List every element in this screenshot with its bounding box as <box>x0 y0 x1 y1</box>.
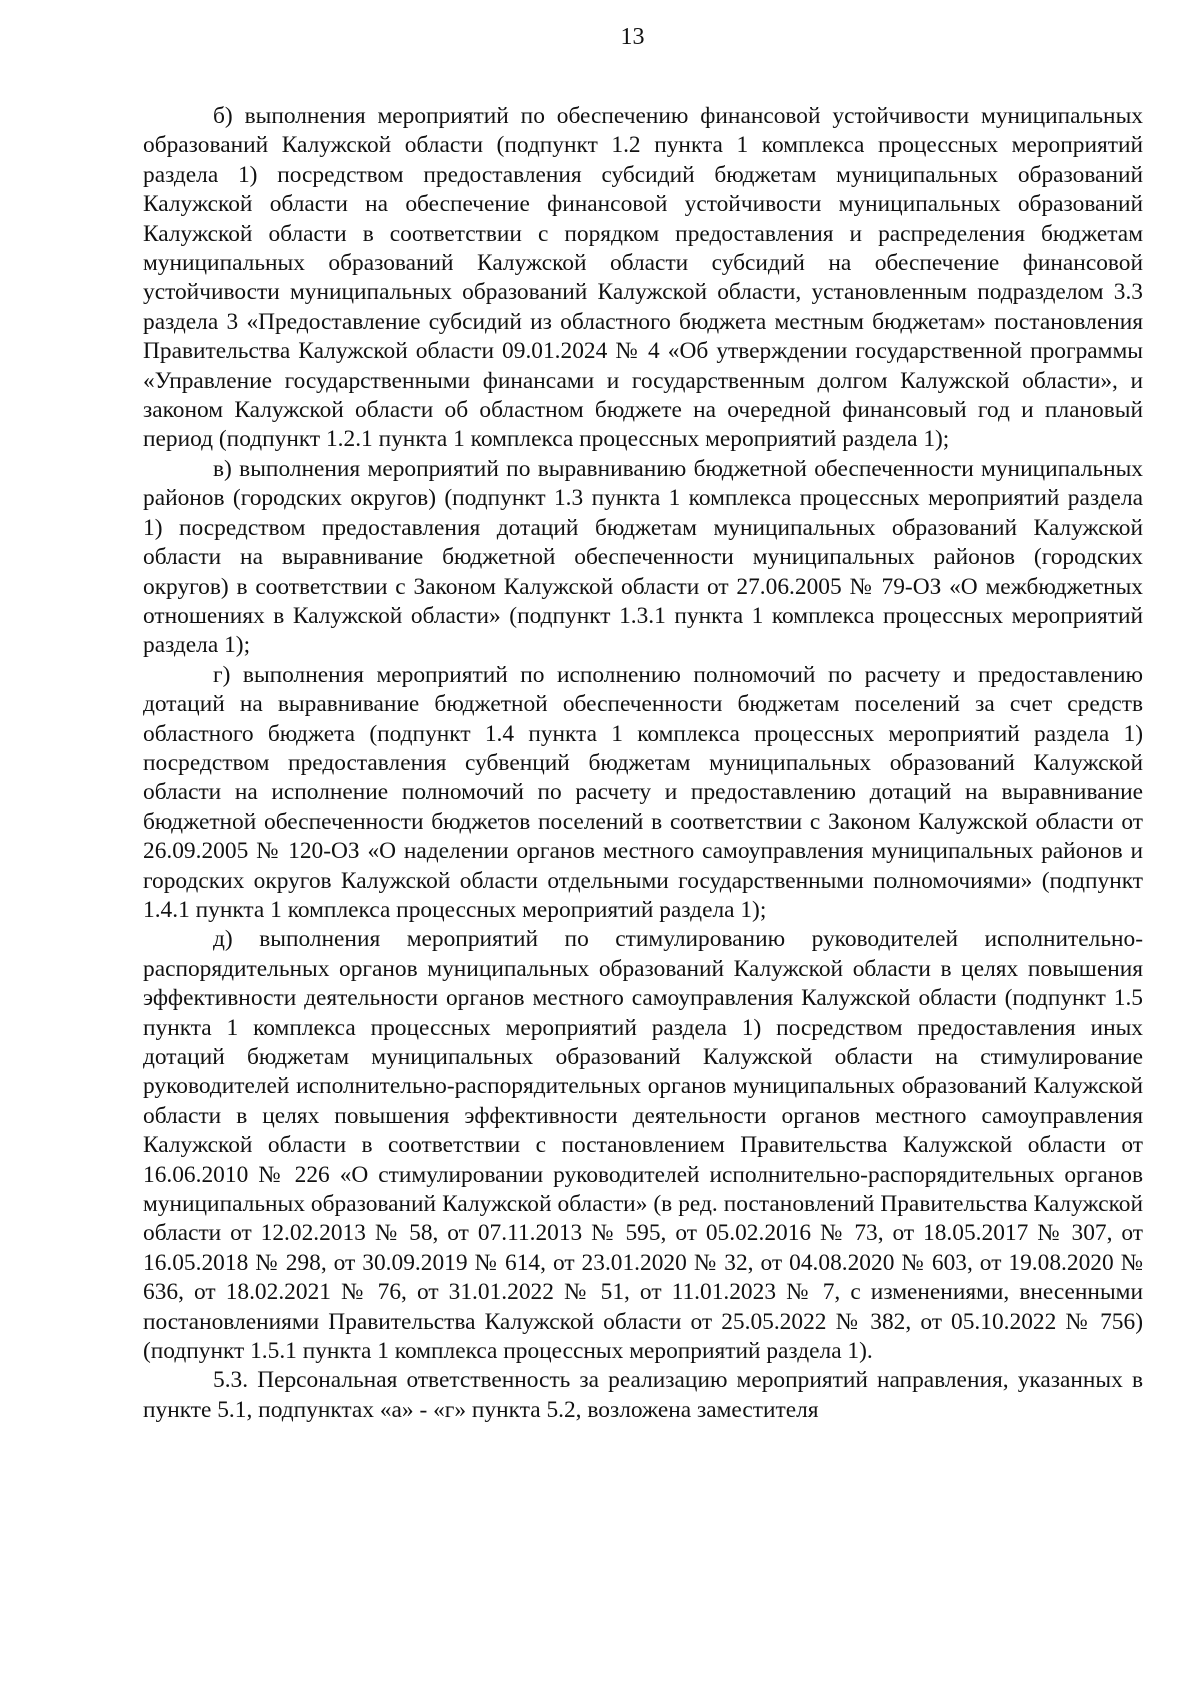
paragraph-d: д) выполнения мероприятий по стимулированию руководителей исполнительно-распорядительных органов муниципальных образований Калужской области в целях повышения эффективности деятельности органов местного самоуправления Калужской области (подпункт 1.5 пункта 1 комплекса процессных мероприятий раздела 1) посредством предоставления иных дотаций бюджетам муниципальных образований Калужской области на стимулирование руководителей исполнительно-распорядительных органов муниципальных образований Калужской области в целях повышения эффективности деятельности органов местного самоуправления Калужской области в соответствии с постановлением Правительства Калужской области от 16.06.2010 № 226 «О стимулировании руководителей исполнительно-распорядительных органов муниципальных образований Калужской области» (в ред. постановлений Правительства Калужской области от 12.02.2013 № 58, от 07.11.2013 № 595, от 05.02.2016 № 73, от 18.05.2017 № 307, от 16.05.2018 № 298, от 30.09.2019 № 614, от 23.01.2020 № 32, от 04.08.2020 № 603, от 19.08.2020 № 636, от 18.02.2021 № 76, от 31.01.2022 № 51, от 11.01.2023 № 7, с изменениями, внесенными постановлениями Правительства Калужской области от 25.05.2022 № 382, от 05.10.2022 № 756) (подпункт 1.5.1 пункта 1 комплекса процессных мероприятий раздела 1). <box>143 926 1143 1365</box>
paragraph-v: в) выполнения мероприятий по выравниванию бюджетной обеспеченности муниципальных районов (городских округов) (подпункт 1.3 пункта 1 комплекса процессных мероприятий раздела 1) посредством предоставления дотаций бюджетам муниципальных образований Калужской области на выравнивание бюджетной обеспеченности муниципальных районов (городских округов) в соответствии с Законом Калужской области от 27.06.2005 № 79-ОЗ «О межбюджетных отношениях в Калужской области» (подпункт 1.3.1 пункта 1 комплекса процессных мероприятий раздела 1); <box>143 455 1143 659</box>
document-body <box>143 102 1143 1425</box>
paragraph-5-3: 5.3. Персональная ответственность за реализацию мероприятий направления, указанных в пункте 5.1, подпунктах «а» - «г» пункта 5.2, возложена заместителя <box>143 1367 1143 1423</box>
paragraph-g: г) выполнения мероприятий по исполнению полномочий по расчету и предоставлению дотаций на выравнивание бюджетной обеспеченности бюджетам поселений за счет средств областного бюджета (подпункт 1.4 пункта 1 комплекса процессных мероприятий раздела 1) посредством предоставления субвенций бюджетам муниципальных образований Калужской области на исполнение полномочий по расчету и предоставлению дотаций на выравнивание бюджетной обеспеченности бюджетов поселений в соответствии с Законом Калужской области от 26.09.2005 № 120-ОЗ «О наделении органов местного самоуправления муниципальных районов и городских округов Калужской области отдельными государственными полномочиями» (подпункт 1.4.1 пункта 1 комплекса процессных мероприятий раздела 1); <box>143 661 1143 923</box>
paragraph-b: б) выполнения мероприятий по обеспечению финансовой устойчивости муниципальных образований Калужской области (подпункт 1.2 пункта 1 комплекса процессных мероприятий раздела 1) посредством предоставления субсидий бюджетам муниципальных образований Калужской области на обеспечение финансовой устойчивости муниципальных образований Калужской области в соответствии с порядком предоставления и распределения бюджетам муниципальных образований Калужской области субсидий на обеспечение финансовой устойчивости муниципальных образований Калужской области, установленным подразделом 3.3 раздела 3 «Предоставление субсидий из областного бюджета местным бюджетам» постановления Правительства Калужской области 09.01.2024 № 4 «Об утверждении государственной программы «Управление государственными финансами и государственным долгом Калужской области», и законом Калужской области об областном бюджете на очередной финансовый год и плановый период (подпункт 1.2.1 пункта 1 комплекса процессных мероприятий раздела 1); <box>143 103 1143 453</box>
page-number: 13 <box>620 24 645 50</box>
